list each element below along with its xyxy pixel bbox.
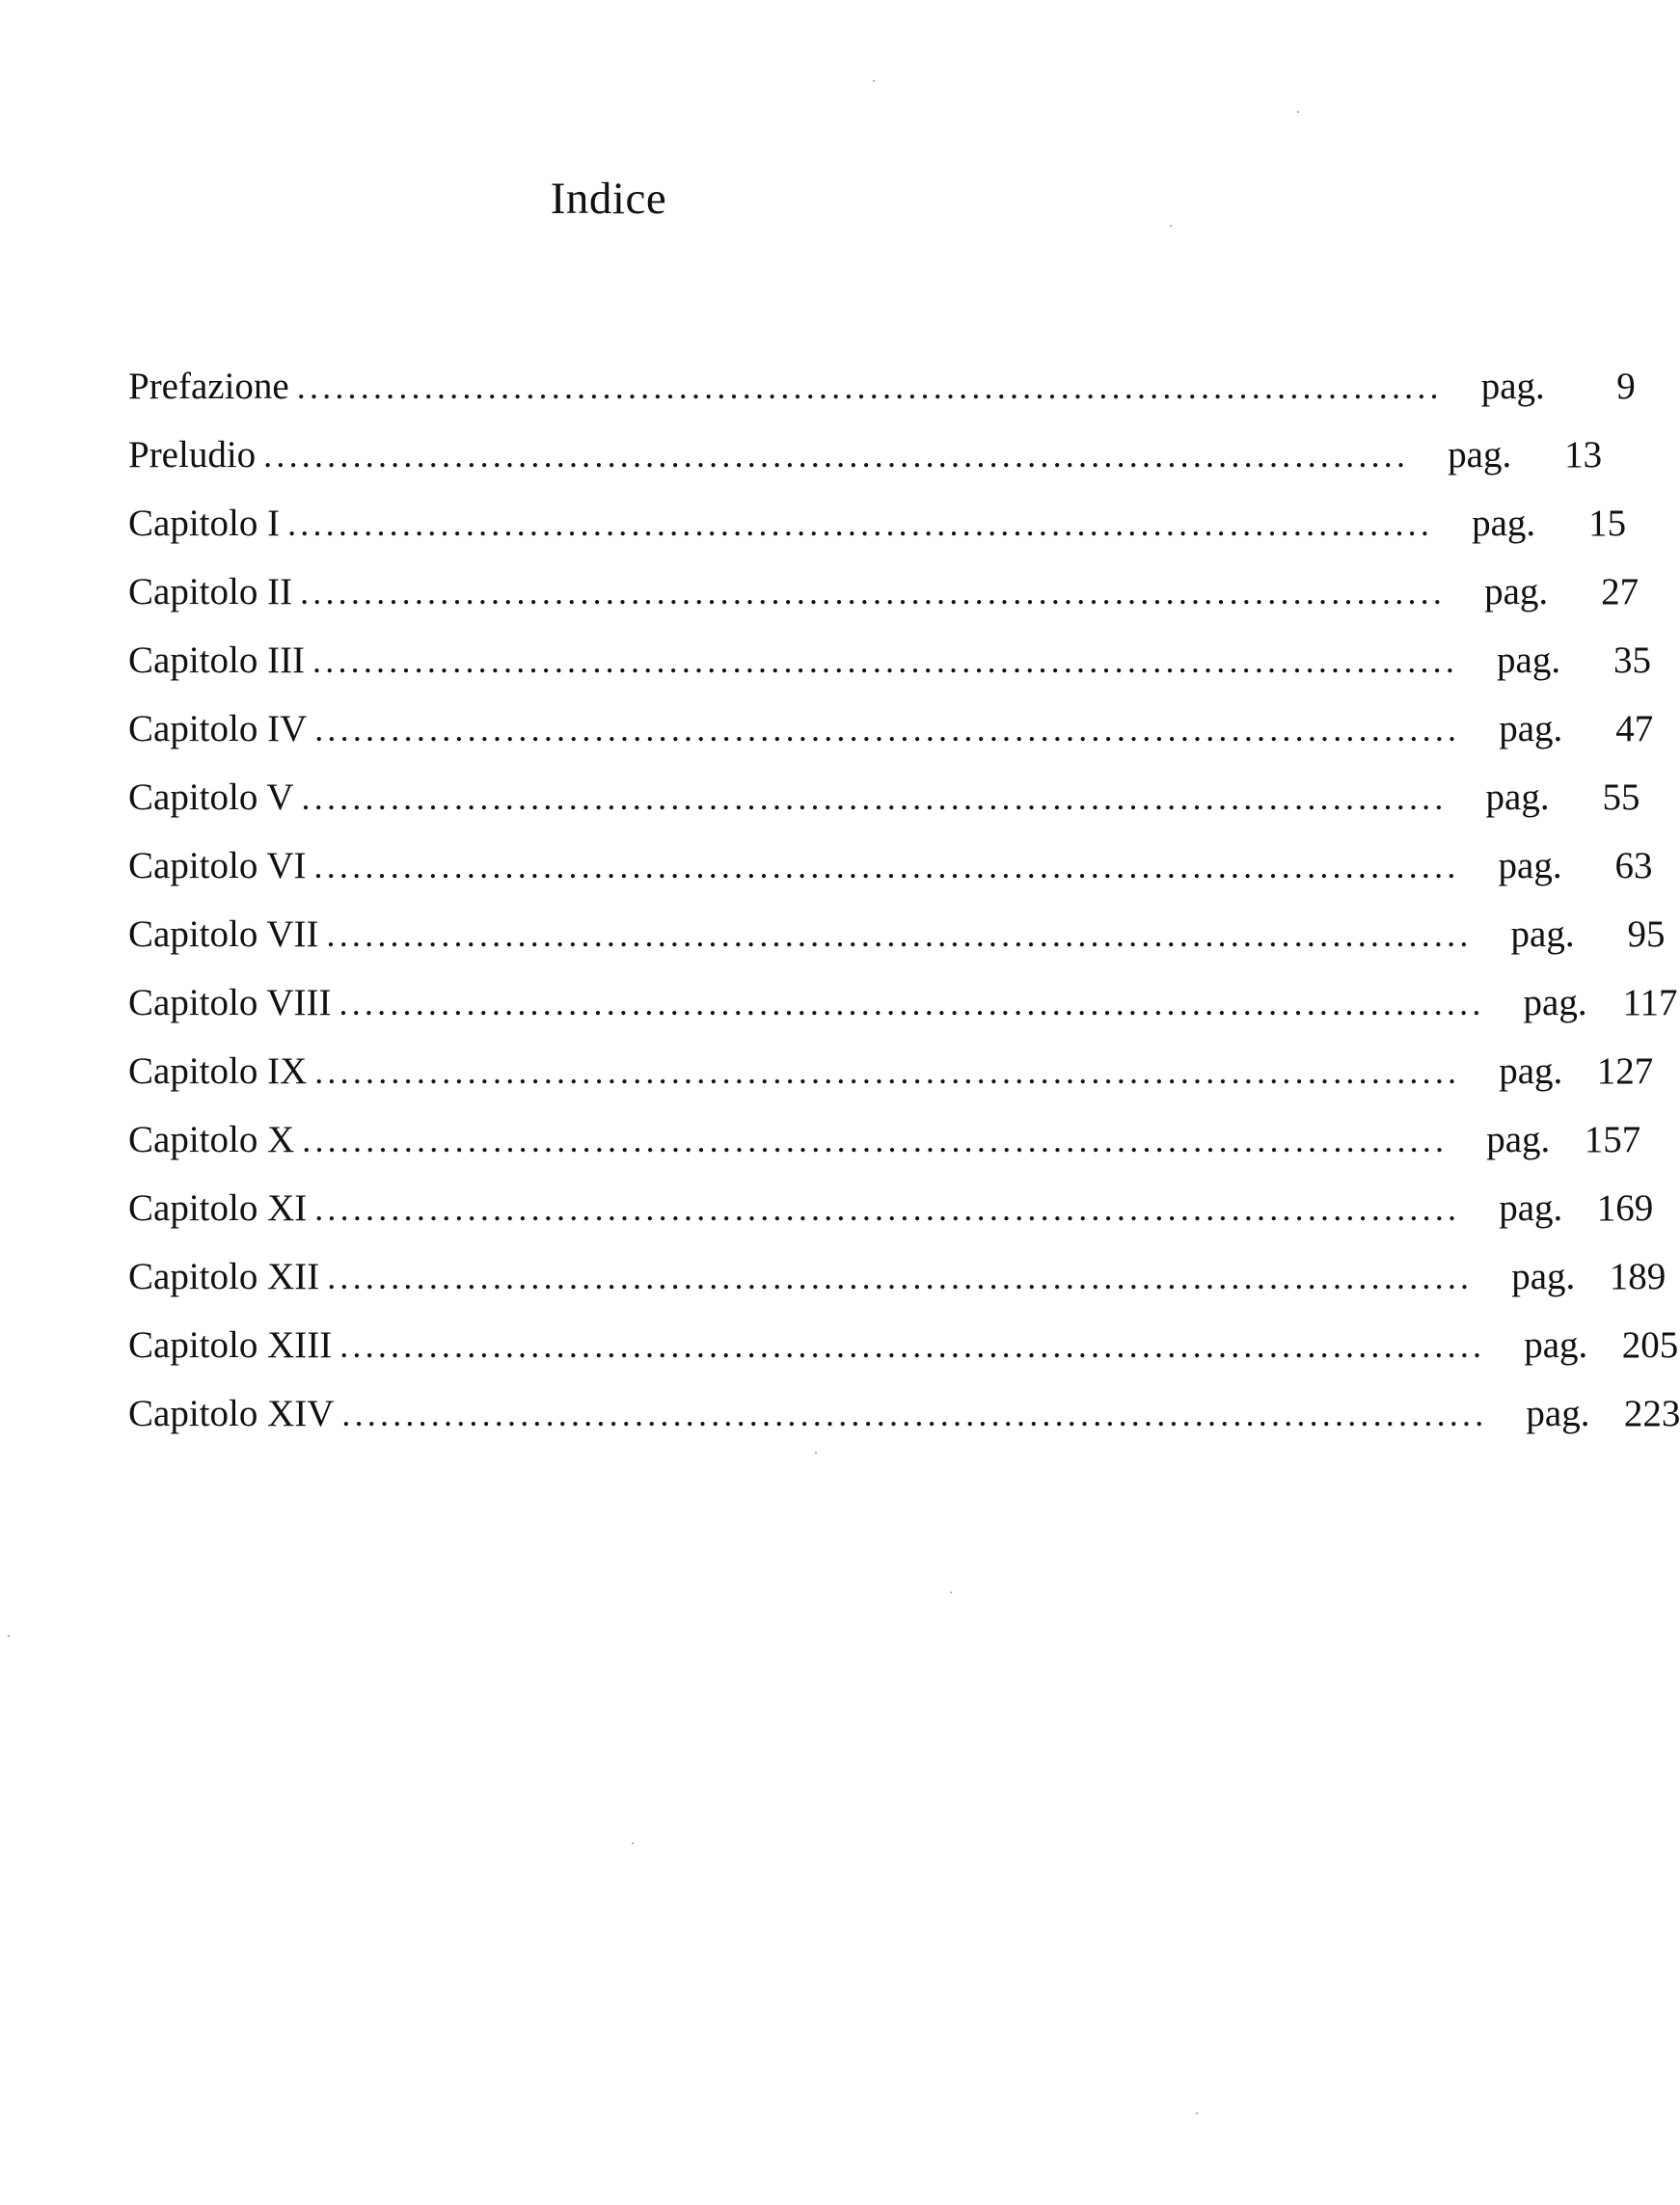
toc-page-prefix: pag. (1486, 1119, 1551, 1160)
dot-leader: .......................................................................................... (263, 436, 1410, 475)
toc-row (128, 1319, 1679, 1387)
toc-entry-label: Capitolo VI (128, 845, 307, 886)
toc-row (128, 1387, 1680, 1456)
toc-row (128, 1182, 1654, 1250)
dot-leader: .......................................................................................... (300, 573, 1447, 612)
toc-page-number: 9 (1616, 366, 1636, 407)
toc-entry-label: Capitolo II (128, 571, 293, 612)
toc-page-number: 117 (1622, 982, 1678, 1023)
toc-entry-label: Capitolo IV (128, 708, 308, 749)
dot-leader: .......................................................................................... (314, 1189, 1461, 1228)
scan-speck (1297, 111, 1299, 113)
toc-row (128, 497, 1627, 565)
toc-entry-label: Capitolo I (128, 503, 281, 544)
dot-leader: .......................................................................................... (314, 710, 1461, 749)
toc-row (128, 1250, 1666, 1319)
toc-page-number: 223 (1623, 1393, 1680, 1434)
scan-speck (1196, 2112, 1198, 2114)
toc-page-number: 35 (1613, 640, 1652, 681)
toc-page-number: 189 (1609, 1256, 1666, 1297)
toc-row (128, 565, 1639, 634)
toc-entry-label: Capitolo XII (128, 1256, 320, 1297)
page-title: Indice (550, 174, 667, 224)
toc-page-number: 13 (1564, 434, 1603, 476)
dot-leader: .......................................................................................... (312, 641, 1459, 680)
toc-entry-label: Prefazione (128, 366, 289, 407)
toc-row (128, 1113, 1641, 1182)
toc-page-prefix: pag. (1524, 1324, 1588, 1366)
toc-page-prefix: pag. (1485, 776, 1550, 818)
toc-entry-label: Capitolo XI (128, 1187, 308, 1229)
toc-entry-label: Capitolo V (128, 776, 294, 818)
toc-page-number: 63 (1614, 845, 1653, 886)
toc-page-prefix: pag. (1523, 982, 1587, 1023)
scan-speck (8, 1635, 10, 1637)
toc-page-prefix: pag. (1526, 1393, 1590, 1434)
toc-page-prefix: pag. (1472, 503, 1536, 544)
dot-leader: .......................................................................................... (326, 915, 1473, 954)
dot-leader: .......................................................................................... (302, 1121, 1449, 1159)
toc-entry-label: Capitolo XIV (128, 1393, 335, 1434)
toc-row (128, 771, 1640, 839)
scan-speck (815, 1452, 817, 1454)
toc-page-prefix: pag. (1498, 845, 1562, 886)
dot-leader: .......................................................................................... (341, 1395, 1488, 1433)
dot-leader: .......................................................................................... (287, 504, 1434, 543)
toc-page-prefix: pag. (1499, 1187, 1563, 1229)
toc-page-prefix: pag. (1480, 366, 1545, 407)
toc-entry-label: Capitolo VIII (128, 982, 332, 1023)
toc-row (128, 976, 1678, 1045)
scan-speck (873, 80, 875, 82)
toc-entry-label: Capitolo IX (128, 1050, 308, 1092)
toc-row (128, 428, 1603, 497)
toc-entry-label: Capitolo XIII (128, 1324, 333, 1366)
toc-page-number: 47 (1615, 708, 1654, 749)
scan-speck (632, 1842, 634, 1844)
toc-row (128, 702, 1654, 771)
toc-row (128, 839, 1653, 908)
toc-row (128, 634, 1652, 702)
toc-page-number: 169 (1596, 1187, 1654, 1229)
toc-page-number: 157 (1584, 1119, 1641, 1160)
toc-entry-label: Capitolo X (128, 1119, 295, 1160)
toc-page-number: 205 (1621, 1324, 1679, 1366)
toc-page-prefix: pag. (1499, 708, 1563, 749)
table-of-contents (128, 360, 1680, 1456)
toc-page-number: 127 (1596, 1050, 1654, 1092)
dot-leader: .......................................................................................... (314, 1052, 1461, 1091)
toc-page-prefix: pag. (1448, 434, 1512, 476)
toc-page-number: 27 (1601, 571, 1639, 612)
dot-leader: .......................................................................................... (339, 1326, 1486, 1365)
dot-leader: .......................................................................................... (301, 778, 1448, 817)
toc-row (128, 360, 1636, 428)
scan-speck (1170, 225, 1172, 227)
toc-page-prefix: pag. (1497, 640, 1561, 681)
dot-leader: .......................................................................................... (339, 984, 1485, 1022)
toc-page-prefix: pag. (1510, 913, 1575, 955)
dot-leader: .......................................................................................... (313, 847, 1460, 885)
toc-entry-label: Preludio (128, 434, 257, 476)
toc-entry-label: Capitolo III (128, 640, 306, 681)
toc-page-prefix: pag. (1511, 1256, 1576, 1297)
toc-page-prefix: pag. (1499, 1050, 1563, 1092)
toc-row (128, 908, 1666, 976)
dot-leader: .......................................................................................... (296, 368, 1443, 406)
toc-entry-label: Capitolo VII (128, 913, 319, 955)
toc-page-number: 95 (1627, 913, 1666, 955)
toc-page-number: 55 (1602, 776, 1640, 818)
scan-speck (950, 1592, 952, 1593)
toc-row (128, 1045, 1654, 1113)
toc-page-number: 15 (1588, 503, 1627, 544)
dot-leader: .......................................................................................... (327, 1258, 1474, 1296)
toc-page-prefix: pag. (1484, 571, 1549, 612)
